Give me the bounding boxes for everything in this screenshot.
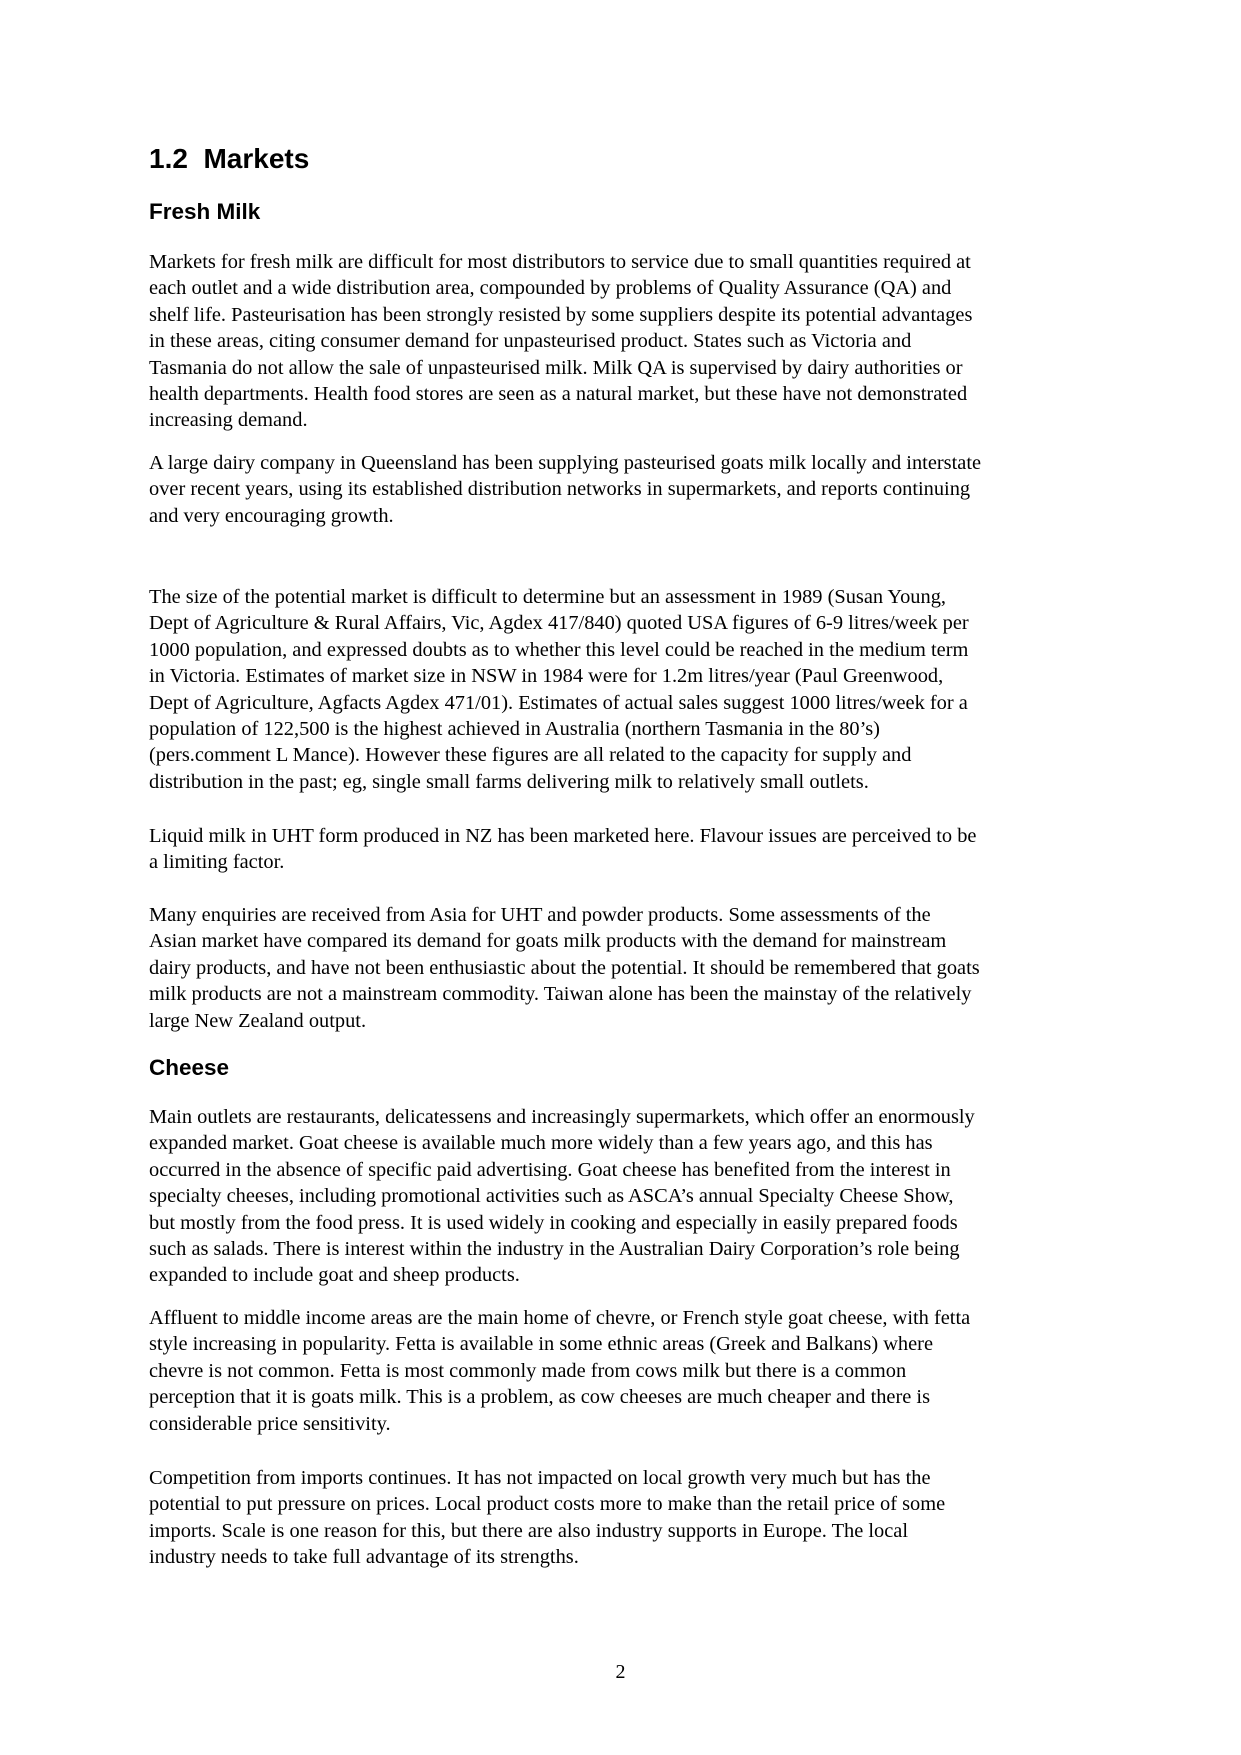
text-line: in these areas, citing consumer demand for unpasteurised product. States such as Victoria and [149, 330, 912, 353]
text-line: Affluent to middle income areas are the main home of chevre, or French style goat cheese, with fetta [149, 1307, 971, 1329]
text-line: in Victoria. Estimates of market size in NSW in 1984 were for 1.2m litres/year (Paul Greenwood, [149, 665, 944, 688]
text-line: expanded to include goat and sheep products. [149, 1264, 520, 1287]
text-line: occurred in the absence of specific paid advertising. Goat cheese has benefited from the interest in [149, 1158, 951, 1181]
text-line: but mostly from the food press. It is used widely in cooking and especially in easily prepared foods [149, 1211, 958, 1234]
text-line: potential to put pressure on prices. Local product costs more to make than the retail price of some [149, 1493, 946, 1516]
subheading-fresh-milk: Fresh Milk [149, 199, 261, 224]
text-line: industry needs to take full advantage of its strengths. [149, 1546, 579, 1569]
text-line: and very encouraging growth. [149, 504, 394, 527]
text-line: chevre is not common. Fetta is most commonly made from cows milk but there is a common [149, 1359, 907, 1382]
text-line: milk products are not a mainstream commodity. Taiwan alone has been the mainstay of the relatively [149, 983, 972, 1006]
text-line: expanded market. Goat cheese is available much more widely than a few years ago, and this has [149, 1132, 933, 1155]
paragraph-fresh-milk-5 [149, 902, 1101, 1034]
text-line: Dept of Agriculture & Rural Affairs, Vic, Agdex 417/840) quoted USA figures of 6-9 litres/week per [149, 612, 969, 635]
section-heading: 1.2 Markets [149, 143, 310, 174]
text-line: population of 122,500 is the highest achieved in Australia (northern Tasmania in the 80’s) [149, 718, 880, 741]
paragraph-fresh-milk-3 [149, 584, 1101, 795]
text-line: such as salads. There is interest within the industry in the Australian Dairy Corporation’s role being [149, 1238, 960, 1261]
text-line: dairy products, and have not been enthusiastic about the potential. It should be remembered that goats [149, 956, 980, 979]
text-line: Dept of Agriculture, Agfacts Agdex 471/01). Estimates of actual sales suggest 1000 litres/week for a [149, 691, 968, 714]
text-line: style increasing in popularity. Fetta is available in some ethnic areas (Greek and Balkans) where [149, 1333, 934, 1356]
text-line: 1000 population, and expressed doubts as to whether this level could be reached in the medium term [149, 638, 969, 661]
text-line: over recent years, using its established distribution networks in supermarkets, and reports continuing [149, 478, 971, 501]
text-line: The size of the potential market is difficult to determine but an assessment in 1989 (Susan Young, [149, 586, 946, 608]
text-line: specialty cheeses, including promotional activities such as ASCA’s annual Specialty Cheese Show, [149, 1185, 954, 1208]
paragraph-cheese-1 [149, 1104, 1101, 1289]
text-line: Markets for fresh milk are difficult for most distributors to service due to small quantities required at [149, 251, 971, 273]
text-line: distribution in the past; eg, single small farms delivering milk to relatively small outlets. [149, 770, 869, 793]
paragraph-cheese-3 [149, 1465, 1101, 1571]
text-line: Competition from imports continues. It has not impacted on local growth very much but has the [149, 1467, 931, 1489]
text-line: imports. Scale is one reason for this, but there are also industry supports in Europe. The local [149, 1519, 909, 1542]
text-line: considerable price sensitivity. [149, 1412, 391, 1435]
text-line: Tasmania do not allow the sale of unpasteurised milk. Milk QA is supervised by dairy authorities or [149, 356, 963, 379]
paragraph-fresh-milk-4 [149, 823, 1101, 876]
text-line: Many enquiries are received from Asia for UHT and powder products. Some assessments of the [149, 904, 931, 926]
paragraph-fresh-milk-1 [149, 249, 1101, 434]
paragraph-fresh-milk-2 [149, 450, 1101, 529]
text-line: Main outlets are restaurants, delicatessens and increasingly supermarkets, which offer an enormously [149, 1106, 975, 1128]
text-line: A large dairy company in Queensland has been supplying pasteurised goats milk locally and interstate [149, 452, 982, 474]
text-line: health departments. Health food stores are seen as a natural market, but these have not demonstrated [149, 383, 968, 406]
page-number: 2 [615, 1661, 626, 1683]
text-line: (pers.comment L Mance). However these figures are all related to the capacity for supply and [149, 744, 912, 767]
text-line: Asian market have compared its demand for goats milk products with the demand for mainstream [149, 930, 947, 953]
text-line: shelf life. Pasteurisation has been strongly resisted by some suppliers despite its potential advantages [149, 303, 973, 326]
subheading-cheese: Cheese [149, 1055, 230, 1080]
text-line: large New Zealand output. [149, 1009, 367, 1032]
text-line: each outlet and a wide distribution area, compounded by problems of Quality Assurance (QA) and [149, 277, 952, 300]
text-line: a limiting factor. [149, 851, 285, 874]
text-line: Liquid milk in UHT form produced in NZ has been marketed here. Flavour issues are perceived to be [149, 825, 977, 847]
text-line: increasing demand. [149, 409, 308, 432]
paragraph-cheese-2 [149, 1305, 1101, 1437]
text-line: perception that it is goats milk. This is a problem, as cow cheeses are much cheaper and there is [149, 1386, 931, 1409]
